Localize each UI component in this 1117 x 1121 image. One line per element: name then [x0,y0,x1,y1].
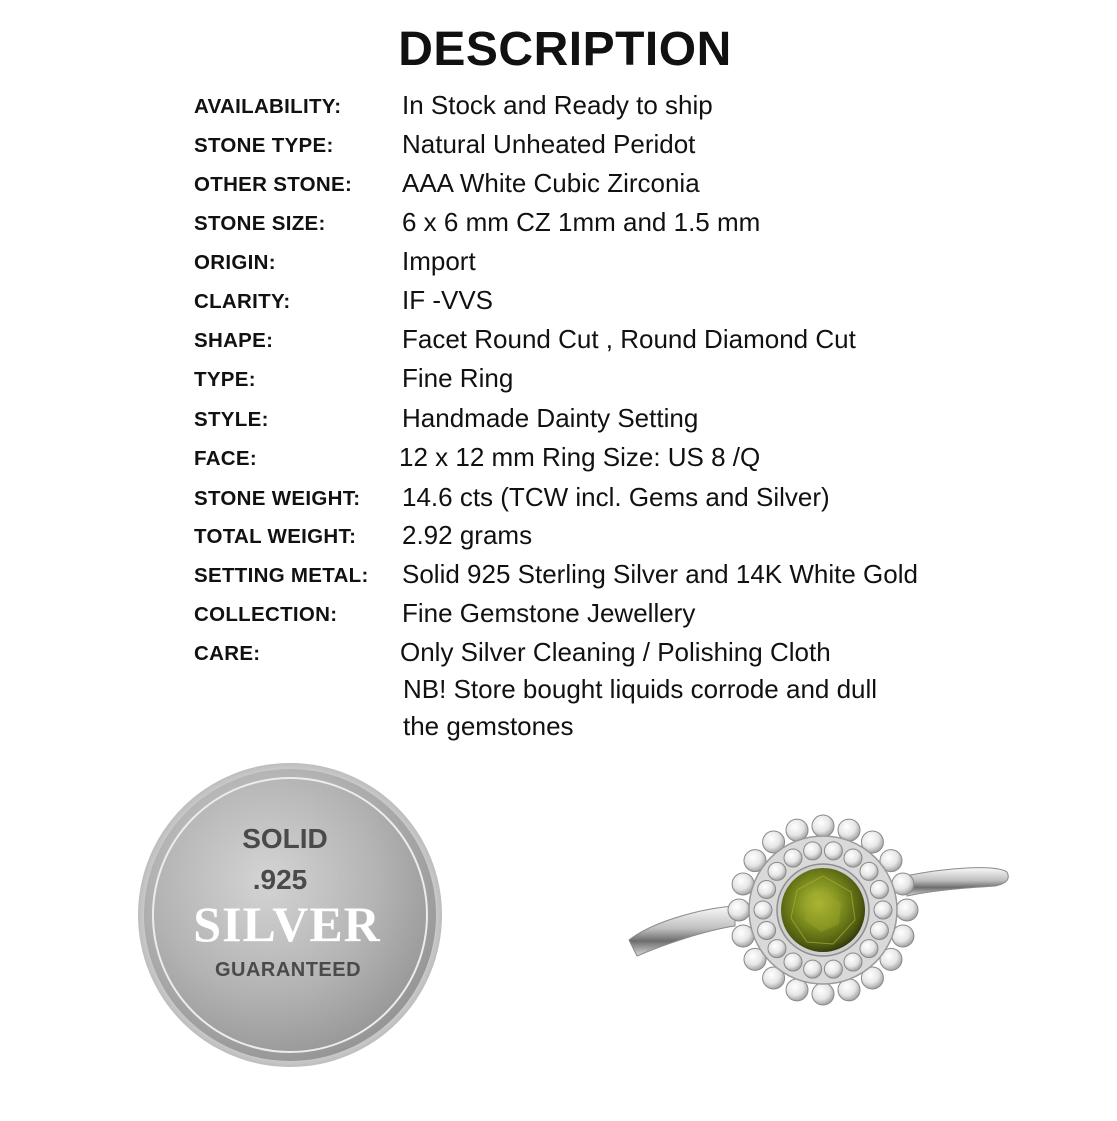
spec-value: Only Silver Cleaning / Polishing Cloth [400,637,831,667]
spec-value: 2.92 grams [402,520,533,550]
spec-value: IF -VVS [402,285,494,315]
spec-value: 6 x 6 mm CZ 1mm and 1.5 mm [402,207,761,237]
spec-value: Facet Round Cut , Round Diamond Cut [402,324,856,354]
spec-row-care [0,637,1117,677]
spec-label: TOTAL WEIGHT: [194,525,357,548]
spec-label: STONE SIZE: [194,212,326,235]
care-note-line: NB! Store bought liquids corrode and dull [403,674,878,704]
spec-value: Import [402,246,476,276]
spec-row-type [0,363,1117,403]
seal-text-silver: SILVER [193,896,381,952]
seal-text-solid: SOLID [242,823,328,854]
seal-text-925: .925 [252,864,308,895]
spec-value: Solid 925 Sterling Silver and 14K White Gold [402,559,918,589]
spec-label: ORIGIN: [194,251,276,274]
spec-row-stone-weight [0,482,1117,522]
spec-row-collection [0,598,1117,638]
spec-label: STONE TYPE: [194,134,334,157]
spec-label: FACE: [194,447,257,470]
spec-row-setting-metal [0,559,1117,599]
cz-stone [824,842,842,860]
cz-stone [896,899,918,921]
spec-row-face [0,442,1117,482]
page-title: DESCRIPTION [398,23,732,76]
cz-stone [844,953,862,971]
spec-value: 12 x 12 mm Ring Size: US 8 /Q [399,442,761,472]
spec-value: AAA White Cubic Zirconia [402,168,700,198]
cz-stone [824,960,842,978]
spec-label: AVAILABILITY: [194,95,342,118]
cz-stone [728,899,750,921]
spec-row-clarity [0,285,1117,325]
cz-stone [784,953,802,971]
spec-value: 14.6 cts (TCW incl. Gems and Silver) [402,482,830,512]
spec-label: SETTING METAL: [194,564,369,587]
spec-row-style [0,403,1117,443]
spec-value: Fine Gemstone Jewellery [402,598,696,628]
spec-value: Handmade Dainty Setting [402,403,699,433]
spec-row-stone-type [0,129,1117,169]
peridot-ring-image [615,780,1015,1020]
ring-band-right [905,868,1008,896]
spec-row-total-weight [0,520,1117,560]
cz-stone [870,881,888,899]
cz-stone [758,881,776,899]
cz-stone [758,922,776,940]
silver-guarantee-seal-icon [130,755,450,1075]
spec-label: TYPE: [194,368,256,391]
seal-text-guaranteed: GUARANTEED [214,959,362,981]
cz-stone [768,940,786,958]
cz-stone [844,849,862,867]
cz-stone [870,922,888,940]
spec-value: Fine Ring [402,363,514,393]
cz-stone [812,815,834,837]
cz-stone [860,862,878,880]
spec-row-availability [0,90,1117,130]
spec-label: CARE: [194,642,261,665]
care-note-line: the gemstones [403,711,574,741]
spec-row-shape [0,324,1117,364]
spec-label: COLLECTION: [194,603,338,626]
spec-label: STONE WEIGHT: [194,487,361,510]
cz-stone [860,940,878,958]
cz-stone [804,842,822,860]
spec-label: SHAPE: [194,329,274,352]
spec-label: OTHER STONE: [194,173,353,196]
spec-row-other-stone [0,168,1117,208]
cz-stone [784,849,802,867]
cz-stone [874,901,892,919]
spec-value: In Stock and Ready to ship [402,90,713,120]
ring-band-left [629,906,735,956]
cz-stone [754,901,772,919]
spec-label: CLARITY: [194,290,291,313]
spec-row-origin [0,246,1117,286]
spec-row-stone-size [0,207,1117,247]
cz-stone [812,983,834,1005]
spec-value: Natural Unheated Peridot [402,129,696,159]
spec-label: STYLE: [194,408,269,431]
cz-stone [804,960,822,978]
cz-stone [768,862,786,880]
